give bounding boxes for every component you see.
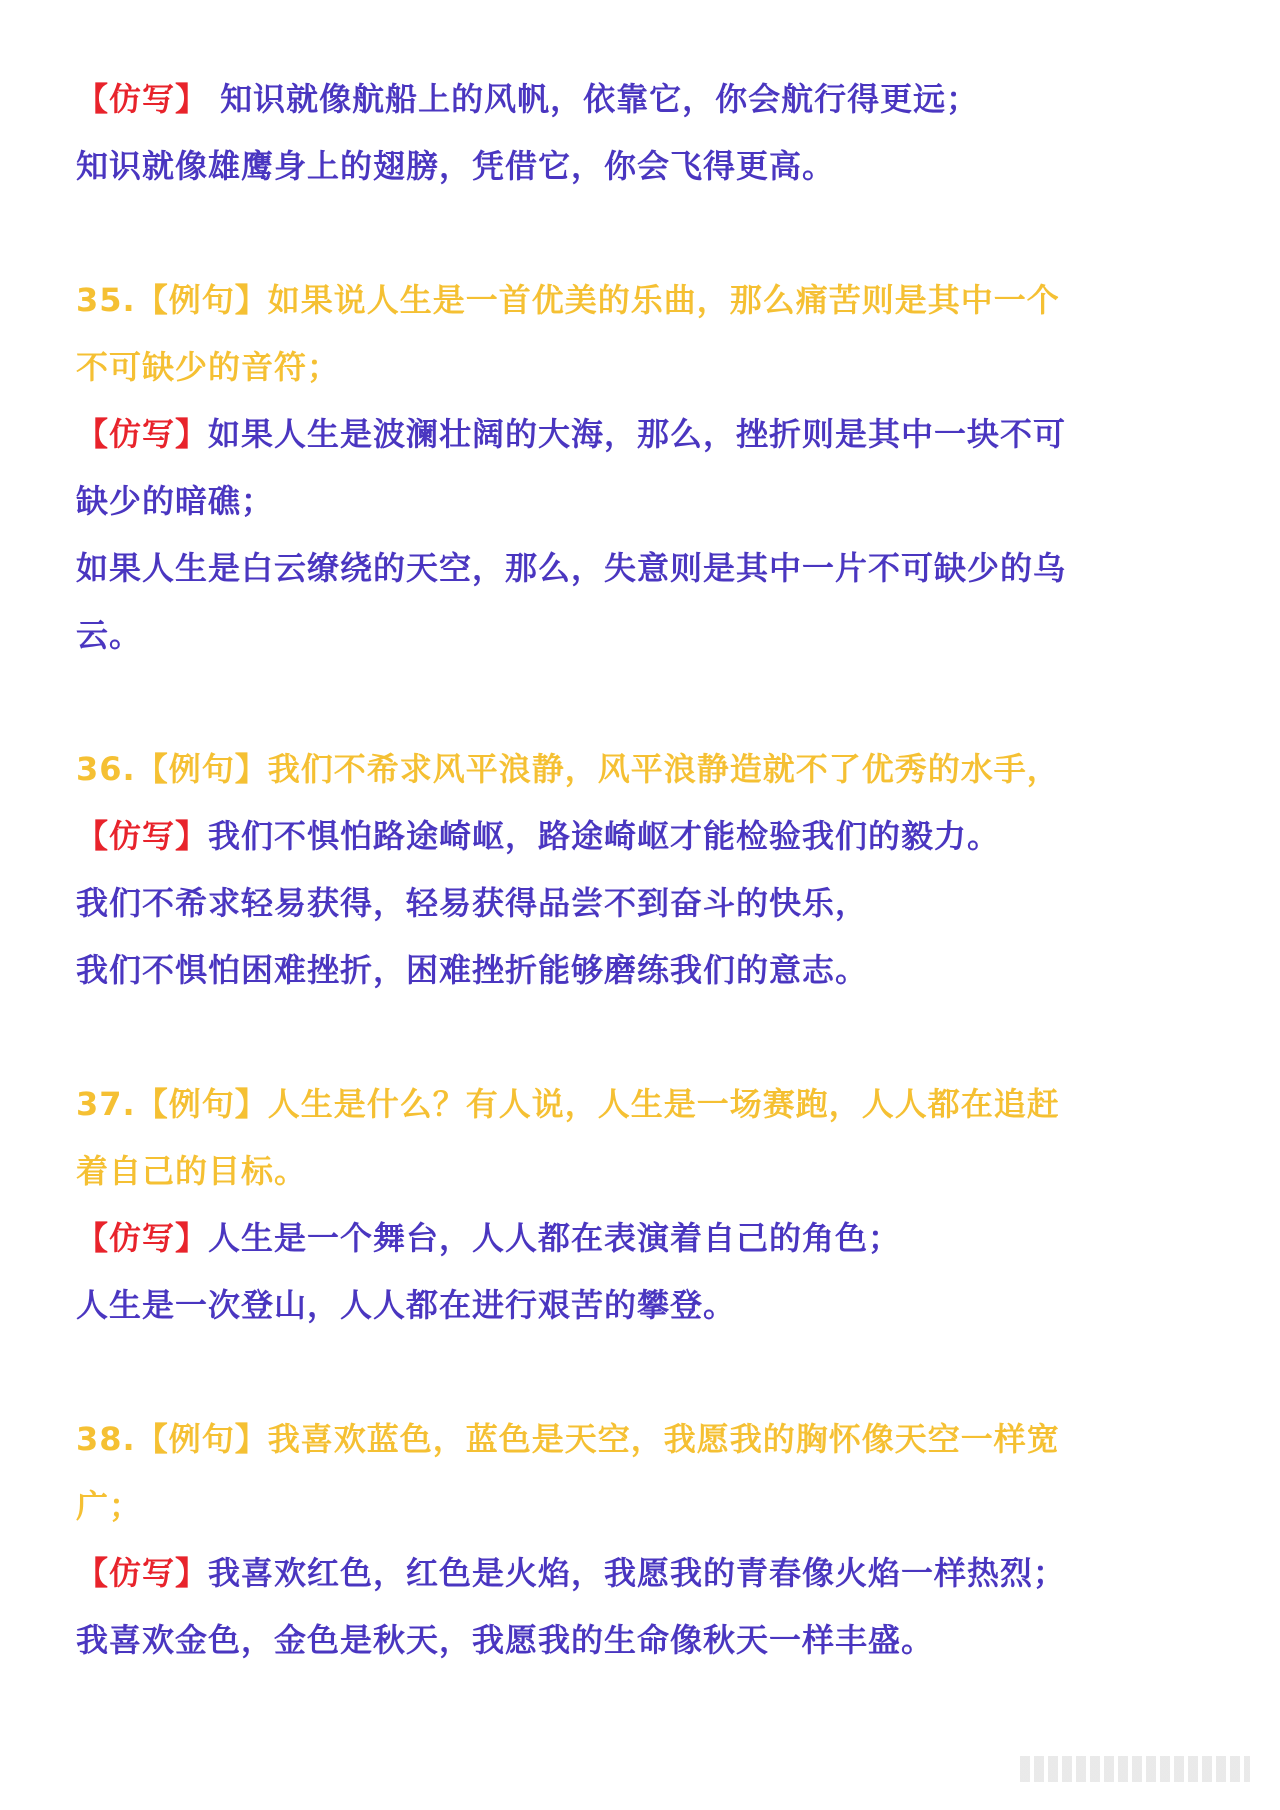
line-text: 知识就像航船上的风帆，依靠它，你会航行得更远； bbox=[208, 80, 980, 118]
example-line bbox=[76, 1071, 1216, 1138]
example-line bbox=[76, 1406, 1216, 1473]
line-text: 我们不希求轻易获得，轻易获得品尝不到奋斗的快乐， bbox=[76, 884, 869, 922]
line-text: 我喜欢金色，金色是秋天，我愿我的生命像秋天一样丰盛。 bbox=[76, 1621, 935, 1659]
line-text: 云。 bbox=[76, 616, 143, 654]
line-text: 38.【例句】我喜欢蓝色，蓝色是天空，我愿我的胸怀像天空一样宽 bbox=[76, 1420, 1060, 1458]
line-text: 我喜欢红色，红色是火焰，我愿我的青春像火焰一样热烈； bbox=[208, 1554, 1067, 1592]
document-body bbox=[76, 66, 1216, 1674]
imitation-line bbox=[76, 133, 1216, 200]
imitation-tag: 【仿写】 bbox=[76, 1554, 209, 1592]
block-item-37 bbox=[76, 1071, 1216, 1339]
line-text: 37.【例句】人生是什么？有人说，人生是一场赛跑，人人都在追赶 bbox=[76, 1085, 1060, 1123]
imitation-line bbox=[76, 803, 1216, 870]
line-text: 广； bbox=[76, 1487, 143, 1525]
block-item-36 bbox=[76, 736, 1216, 1004]
imitation-line bbox=[76, 870, 1216, 937]
example-line bbox=[76, 1473, 1216, 1540]
block-spacer bbox=[76, 1339, 1216, 1406]
imitation-line bbox=[76, 1272, 1216, 1339]
imitation-line bbox=[76, 1607, 1216, 1674]
line-text: 36.【例句】我们不希求风平浪静，风平浪静造就不了优秀的水手， bbox=[76, 750, 1060, 788]
imitation-line bbox=[76, 401, 1216, 468]
block-spacer bbox=[76, 669, 1216, 736]
imitation-line bbox=[76, 937, 1216, 1004]
example-line bbox=[76, 334, 1216, 401]
block-imitation bbox=[76, 66, 1216, 200]
imitation-line bbox=[76, 1540, 1216, 1607]
imitation-line bbox=[76, 66, 1216, 133]
block-spacer bbox=[76, 200, 1216, 267]
line-text: 人生是一次登山，人人都在进行艰苦的攀登。 bbox=[76, 1286, 737, 1324]
line-text: 如果人生是白云缭绕的天空，那么，失意则是其中一片不可缺少的乌 bbox=[76, 549, 1067, 587]
example-line bbox=[76, 1138, 1216, 1205]
line-text: 缺少的暗礁； bbox=[76, 482, 275, 520]
block-spacer bbox=[76, 1004, 1216, 1071]
example-line bbox=[76, 267, 1216, 334]
line-text: 35.【例句】如果说人生是一首优美的乐曲，那么痛苦则是其中一个 bbox=[76, 281, 1060, 319]
imitation-line bbox=[76, 468, 1216, 535]
block-item-38 bbox=[76, 1406, 1216, 1674]
line-text: 知识就像雄鹰身上的翅膀，凭借它，你会飞得更高。 bbox=[76, 147, 836, 185]
line-text: 我们不惧怕路途崎岖，路途崎岖才能检验我们的毅力。 bbox=[208, 817, 1001, 855]
imitation-tag: 【仿写】 bbox=[76, 817, 209, 855]
imitation-line bbox=[76, 535, 1216, 602]
line-text: 我们不惧怕困难挫折，困难挫折能够磨练我们的意志。 bbox=[76, 951, 869, 989]
example-line bbox=[76, 736, 1216, 803]
imitation-tag: 【仿写】 bbox=[76, 1219, 209, 1257]
line-text: 着自己的目标。 bbox=[76, 1152, 308, 1190]
line-text: 不可缺少的音符； bbox=[76, 348, 341, 386]
watermark bbox=[1020, 1756, 1250, 1782]
imitation-line bbox=[76, 602, 1216, 669]
block-item-35 bbox=[76, 267, 1216, 669]
imitation-line bbox=[76, 1205, 1216, 1272]
line-text: 如果人生是波澜壮阔的大海，那么，挫折则是其中一块不可 bbox=[208, 415, 1067, 453]
line-text: 人生是一个舞台，人人都在表演着自己的角色； bbox=[208, 1219, 902, 1257]
imitation-tag: 【仿写】 bbox=[76, 415, 209, 453]
imitation-tag: 【仿写】 bbox=[76, 80, 209, 118]
